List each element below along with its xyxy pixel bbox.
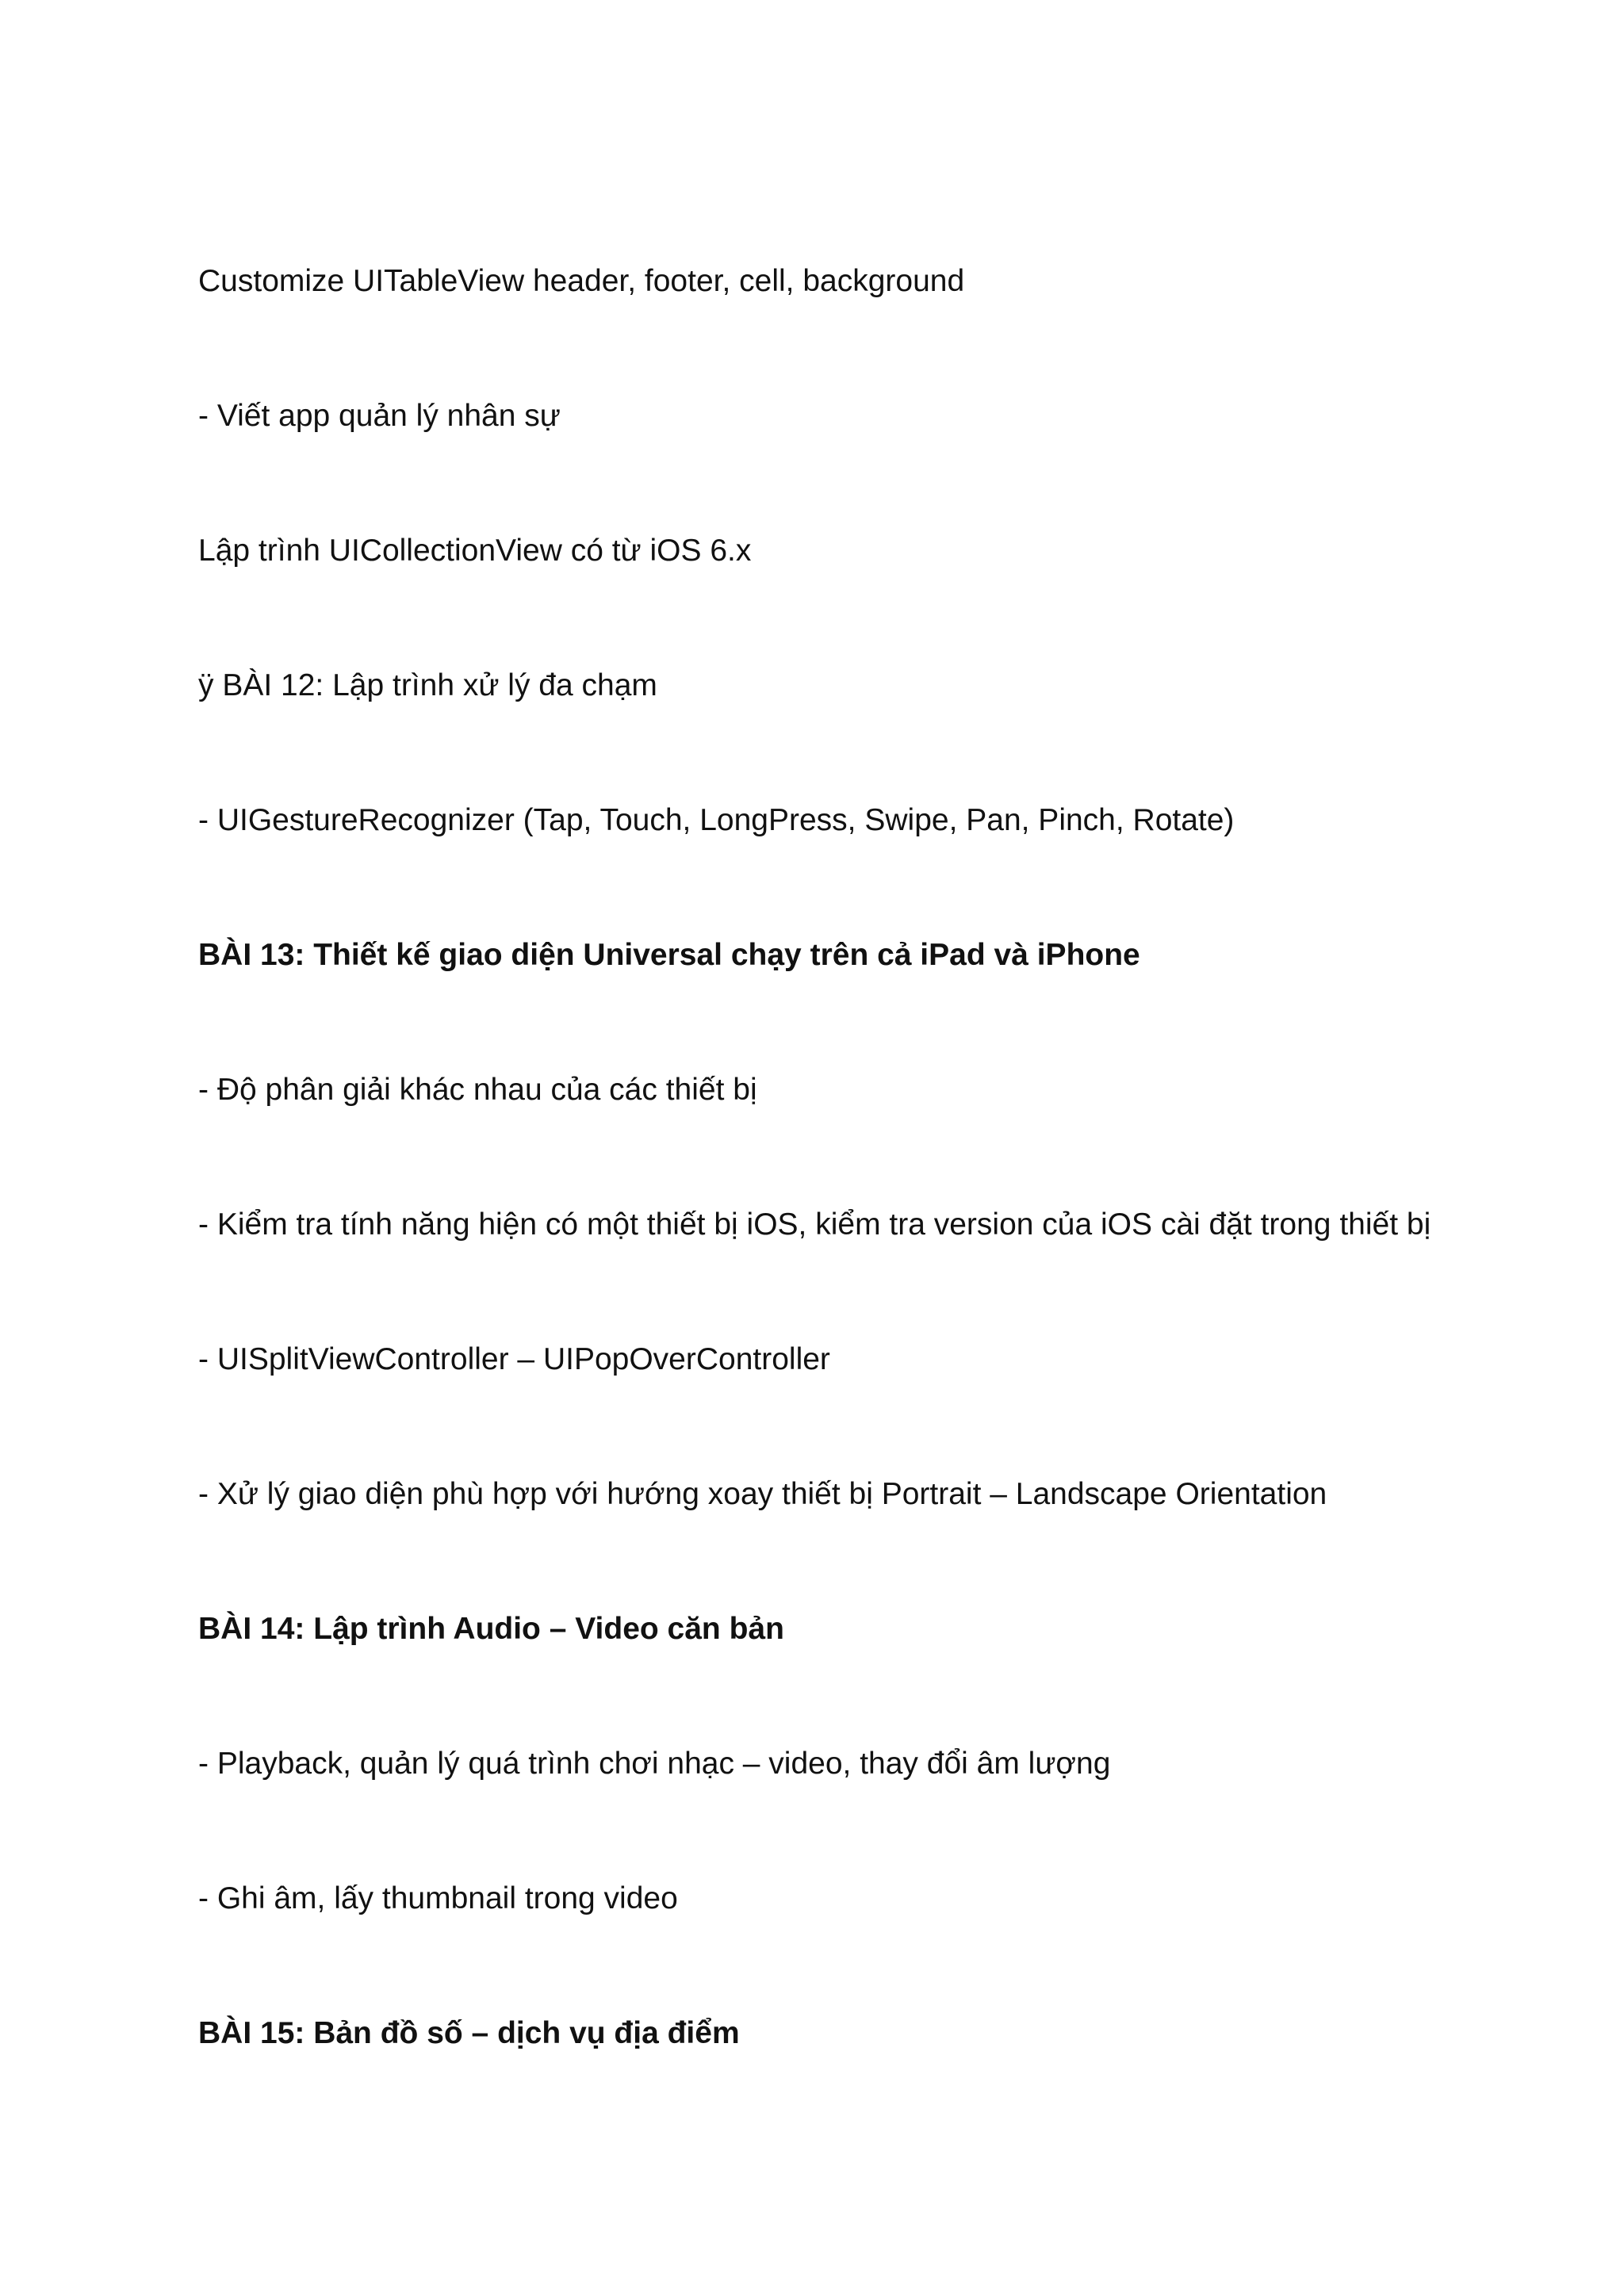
text-line-uicollectionview: Lập trình UICollectionView có từ iOS 6.x — [198, 534, 752, 568]
text-line-orientation: - Xử lý giao diện phù hợp với hướng xoay thiết bị Portrait – Landscape Orientation — [198, 1477, 1327, 1511]
text-line-uitableview-customize: Customize UITableView header, footer, cell, background — [198, 264, 965, 298]
text-line-lesson-12: ÿ BÀI 12: Lập trình xử lý đa chạm — [198, 668, 657, 702]
text-line-playback: - Playback, quản lý quá trình chơi nhạc – video, thay đổi âm lượng — [198, 1747, 1111, 1781]
text-line-split-popover: - UISplitViewController – UIPopOverController — [198, 1342, 830, 1376]
heading-lesson-14: BÀI 14: Lập trình Audio – Video căn bản — [198, 1612, 784, 1646]
text-line-resolutions: - Độ phân giải khác nhau của các thiết bị — [198, 1073, 757, 1107]
text-line-feature-check: - Kiểm tra tính năng hiện có một thiết bị iOS, kiểm tra version của iOS cài đặt trong thiết bị — [198, 1207, 1431, 1242]
heading-lesson-15: BÀI 15: Bản đồ số – dịch vụ địa điểm — [198, 2016, 740, 2050]
heading-lesson-13: BÀI 13: Thiết kế giao diện Universal chạy trên cả iPad và iPhone — [198, 938, 1140, 972]
text-line-hr-app: - Viết app quản lý nhân sự — [198, 399, 561, 433]
text-line-gesture-recognizer: - UIGestureRecognizer (Tap, Touch, LongPress, Swipe, Pan, Pinch, Rotate) — [198, 803, 1235, 837]
text-line-recording: - Ghi âm, lấy thumbnail trong video — [198, 1881, 678, 1915]
